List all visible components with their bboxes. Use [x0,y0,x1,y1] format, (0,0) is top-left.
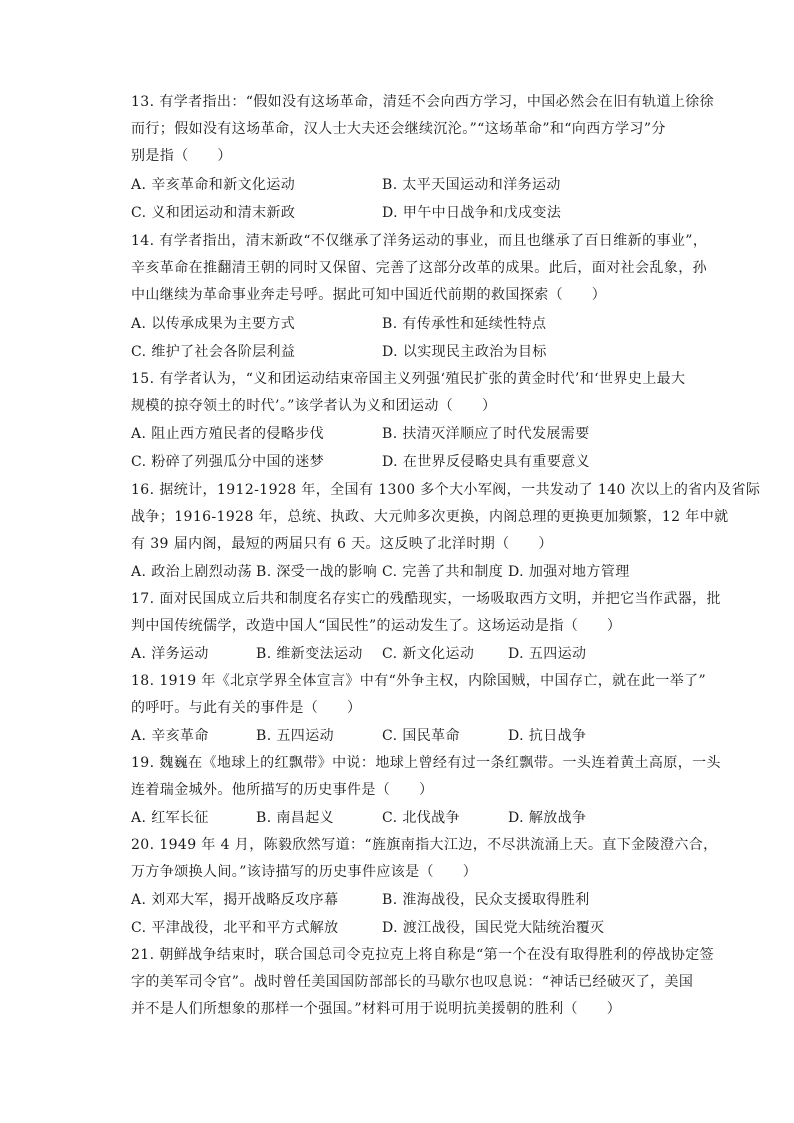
q14-line-2: 辛亥革命在推翻清王朝的同时又保留、完善了这部分改革的成果。此后，面对社会乱象，孙 [131,260,707,276]
q19-line-1: 19. 魏巍在《地球上的红飘带》中说：地球上曾经有过一条红飘带。一头连着黄土高原，一头 [131,755,721,771]
q16-option-a: A. 政治上剧烈动荡 [131,564,253,580]
q20-line-1: 20. 1949 年 4 月，陈毅欣然写道：“旌旗南指大江边，不尽洪流涌上天。直下金陵澄六合， [131,837,718,853]
q17-option-b: B. 维新变法运动 [256,646,363,662]
q15-line-2: 规模的掠夺领土的时代’。”该学者认为义和团运动（ ） [131,398,497,414]
q17-option-a: A. 洋务运动 [131,646,209,662]
q14-option-a: A. 以传承成果为主要方式 [131,316,296,332]
q16-option-c: C. 完善了共和制度 [382,564,504,580]
q15-option-a: A. 阻止西方殖民者的侵略步伐 [131,426,325,442]
q16-line-3: 有 39 届内阁，最短的两届只有 6 天。这反映了北洋时期（ ） [131,536,553,552]
q17-option-d: D. 五四运动 [508,646,587,662]
q21-line-1: 21. 朝鲜战争结束时，联合国总司令克拉克上将自称是“第一个在没有取得胜利的停战协定签 [131,947,715,963]
q14-line-1: 14. 有学者指出，清末新政“不仅继承了洋务运动的事业，而且也继承了百日维新的事业”， [131,233,708,249]
q19-option-b: B. 南昌起义 [256,810,334,826]
q18-option-d: D. 抗日战争 [508,728,587,744]
q14-option-b: B. 有传承性和延续性特点 [382,316,547,332]
q20-line-2: 万方争颂换人间。”该诗描写的历史事件应该是（ ） [131,864,478,880]
q15-option-b: B. 扶清灭洋顺应了时代发展需要 [382,426,590,442]
q19-line-2: 连着瑞金城外。他所描写的历史事件是（ ） [131,782,434,798]
q16-line-1: 16. 据统计，1912-1928 年，全国有 1300 多个大小军阀，一共发动了 140 次以上的省内及省际 [131,482,761,498]
q20-option-b: B. 淮海战役，民众支援取得胜利 [382,892,590,908]
q19-option-a: A. 红军长征 [131,810,209,826]
q19-option-c: C. 北伐战争 [382,810,460,826]
q15-option-d: D. 在世界反侵略史具有重要意义 [382,454,591,470]
q17-option-c: C. 新文化运动 [382,646,475,662]
q13-option-a: A. 辛亥革命和新文化运动 [131,177,296,193]
q20-option-c: C. 平津战役，北平和平方式解放 [131,920,339,936]
q18-option-b: B. 五四运动 [256,728,334,744]
q19-option-d: D. 解放战争 [508,810,587,826]
q17-line-1: 17. 面对民国成立后共和制度名存实亡的残酷现实，一场吸取西方文明，并把它当作武器，批 [131,591,721,607]
q13-option-d: D. 甲午中日战争和戊戌变法 [382,205,562,221]
q18-option-c: C. 国民革命 [382,728,460,744]
q13-line-2: 而行；假如没有这场革命，汉人士大夫还会继续沉沦。”“这场革命”和“向西方学习”分 [131,121,666,137]
q14-option-d: D. 以实现民主政治为目标 [382,344,547,360]
q13-option-b: B. 太平天国运动和洋务运动 [382,177,561,193]
q18-line-2: 的呼吁。与此有关的事件是（ ） [131,700,362,716]
q21-line-2: 字的美军司令官”。战时曾任美国国防部部长的马歇尔也叹息说：“神话已经破灭了，美国 [131,974,694,990]
q13-option-c: C. 义和团运动和清末新政 [131,205,296,221]
q18-option-a: A. 辛亥革命 [131,728,209,744]
q13-line-3: 别是指（ ） [131,148,232,164]
q21-line-3: 并不是人们所想象的那样一个强国。”材料可用于说明抗美援朝的胜利（ ） [131,1001,622,1017]
q15-option-c: C. 粉碎了列强瓜分中国的迷梦 [131,454,325,470]
q15-line-1: 15. 有学者认为，“义和团运动结束帝国主义列强‘殖民扩张的黄金时代’和‘世界史上最大 [131,371,686,387]
q17-line-2: 判中国传统儒学，改造中国人“国民性”的运动发生了。这场运动是指（ ） [131,618,622,634]
q16-line-2: 战争；1916-1928 年，总统、执政、大元帅多次更换，内阁总理的更换更加频繁，12 年中就 [131,509,729,525]
q13-line-1: 13. 有学者指出：“假如没有这场革命，清廷不会向西方学习，中国必然会在旧有轨道上徐徐 [131,94,715,110]
q20-option-a: A. 刘邓大军，揭开战略反攻序幕 [131,892,339,908]
q20-option-d: D. 渡江战役，国民党大陆统治覆灭 [382,920,605,936]
q18-line-1: 18. 1919 年《北京学界全体宣言》中有“外争主权，内除国贼，中国存亡，就在此一举了” [131,673,707,689]
q14-option-c: C. 维护了社会各阶层利益 [131,344,296,360]
q16-option-b: B. 深受一战的影响 [256,564,378,580]
q16-option-d: D. 加强对地方管理 [508,564,630,580]
q14-line-3: 中山继续为革命事业奔走号呼。据此可知中国近代前期的救国探索（ ） [131,287,607,303]
